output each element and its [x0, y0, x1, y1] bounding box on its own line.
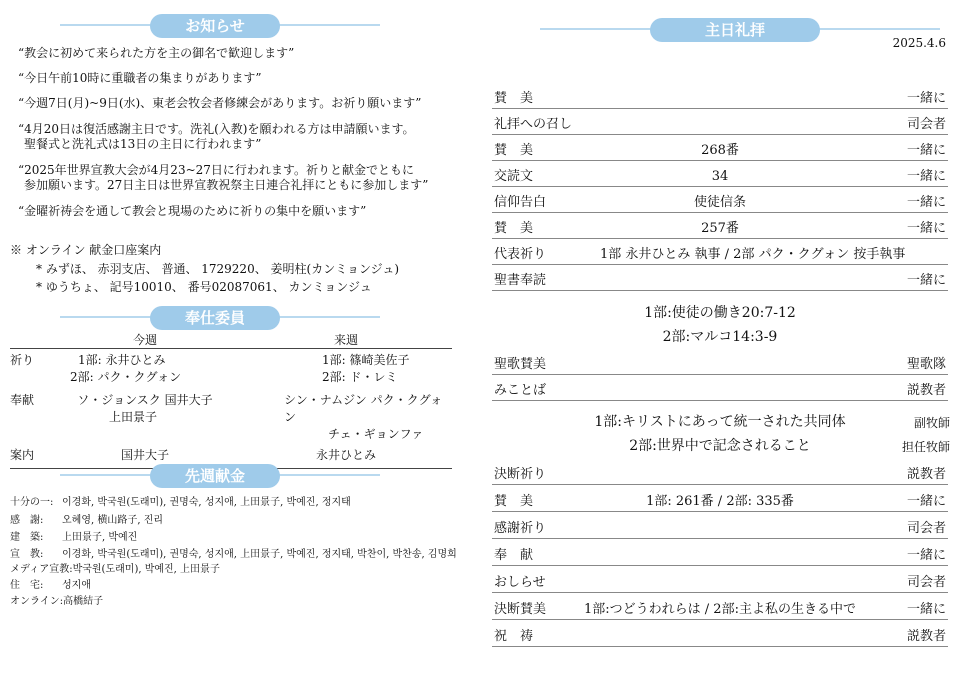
- offering-this-2: 上田景子: [108, 410, 157, 424]
- finance-label: 宣 教:: [10, 549, 44, 560]
- finance-row: [10, 592, 103, 607]
- worship-title: 主日礼拝: [650, 18, 820, 42]
- prayer-this-1: 1部: 永井ひとみ: [78, 353, 166, 367]
- notice-item: “4月20日は復活感謝主日です。洗礼(入教)を願われる方は申請願います。: [18, 122, 415, 136]
- sermon-preacher-1: 副牧師: [913, 416, 950, 430]
- finance-label: オンライン:: [10, 596, 64, 607]
- order-item: 奉 献: [494, 548, 534, 563]
- order-leader: 一緒に: [906, 494, 946, 509]
- online-header: ※ オンライン 献金口座案内: [10, 243, 162, 257]
- notices-title: お知らせ: [150, 14, 280, 38]
- notice-item: “2025年世界宣教大会が4月23~27日に行われます。祈りと献金でともに: [18, 163, 414, 177]
- sermon-preacher-2: 担任牧師: [901, 440, 950, 454]
- order-item: 聖歌賛美: [494, 357, 547, 372]
- order-leader: 一緒に: [906, 273, 946, 288]
- finance-names: 오혜영, 横山路子, 진리: [62, 515, 164, 526]
- order-row: [492, 110, 948, 135]
- order-item: 賛 美: [494, 221, 534, 236]
- order-item: 決断祈り: [494, 467, 547, 482]
- order-item: 信仰告白: [494, 195, 547, 210]
- finance-names: 이경화, 박국원(도래미), 권명숙, 성지애, 上田景子, 박예진, 정지태, 박찬이, 박찬송, 김명희: [62, 549, 457, 560]
- finance-label: 建 築:: [10, 532, 44, 543]
- finance-names: 이경화, 박국원(도래미), 권명숙, 성지애, 上田景子, 박예진, 정지태: [62, 497, 351, 508]
- order-leader: 説教者: [906, 383, 946, 398]
- order-row: [492, 487, 948, 512]
- order-row: [492, 350, 948, 375]
- order-leader: 司会者: [906, 575, 946, 590]
- finance-names: 성지애: [62, 580, 91, 591]
- order-detail: 1部 永井ひとみ 執事 / 2部 パク・クグォン 按手執事: [600, 247, 906, 262]
- order-item: 祝 祷: [494, 629, 534, 644]
- finance-title: 先週献金: [150, 464, 280, 488]
- prayer-this-2: 2部: パク・クグォン: [70, 370, 182, 384]
- offering-this-1: ソ・ジョンスク 国井大子: [77, 393, 213, 407]
- order-row: [492, 595, 948, 620]
- finance-names: 박국원(도래미), 박예진, 上田景子: [72, 564, 221, 575]
- prayer-next-1: 1部: 篠崎美佐子: [322, 353, 410, 367]
- order-row: [492, 622, 948, 647]
- prayer-next-2: 2部: ド・レミ: [322, 370, 398, 384]
- notice-item: “金曜祈祷会を通して教会と現場のために祈りの集中を願います”: [18, 204, 367, 218]
- notice-item: “教会に初めて来られた方を主の御名で歓迎します”: [18, 46, 295, 60]
- order-leader: 一緒に: [906, 143, 946, 158]
- order-detail: 268番: [701, 143, 739, 158]
- order-row: [492, 568, 948, 593]
- finance-row: [10, 528, 137, 543]
- order-row: [492, 84, 948, 109]
- finance-label: 感 謝:: [10, 515, 44, 526]
- order-row: [492, 460, 948, 485]
- order-row: [492, 541, 948, 566]
- order-row: [492, 514, 948, 539]
- order-item: 賛 美: [494, 494, 534, 509]
- prayer-label: 祈り: [10, 353, 35, 367]
- this-week-header: 今週: [132, 333, 157, 347]
- offering-next-1: シン・ナムジン パク・クグォン: [284, 393, 443, 424]
- guide-next: 永井ひとみ: [316, 448, 377, 462]
- scripture-reading-2: 2部:マルコ14:3-9: [662, 329, 778, 345]
- finance-row: [10, 493, 351, 508]
- finance-row: [10, 576, 91, 591]
- finance-row: [10, 545, 457, 560]
- notice-item: “今日午前10時に重職者の集まりがあります”: [18, 71, 262, 85]
- committee-title: 奉仕委員: [150, 306, 280, 330]
- online-yucho: * ゆうちょ、 記号10010、 番号02087061、 カンミョンジュ: [36, 280, 372, 294]
- finance-label: 住 宅:: [10, 580, 44, 591]
- order-item: 交読文: [494, 169, 534, 184]
- order-detail: 34: [711, 169, 729, 184]
- committee-table: [10, 331, 452, 469]
- order-leader: 司会者: [906, 117, 946, 132]
- finance-label: メディア宣教:: [10, 564, 73, 575]
- order-leader: 一緒に: [906, 91, 946, 106]
- next-week-header: 来週: [333, 333, 358, 347]
- order-leader: 一緒に: [906, 221, 946, 236]
- order-item: みことば: [494, 383, 547, 398]
- offering-label: 奉献: [10, 393, 35, 407]
- order-item: 礼拝への召し: [494, 117, 573, 132]
- order-item: 賛 美: [494, 143, 534, 158]
- order-detail: 使徒信条: [693, 195, 746, 210]
- order-leader: 説教者: [906, 629, 946, 644]
- order-row: [492, 240, 948, 265]
- order-leader: 一緒に: [906, 602, 946, 617]
- worship-date: 2025.4.6: [892, 36, 946, 50]
- order-row: [492, 214, 948, 239]
- online-mizuho: * みずほ、 赤羽支店、 普通、 1729220、 姜明柱(カンミョンジュ): [36, 262, 400, 276]
- order-leader: 聖歌隊: [906, 357, 946, 372]
- order-leader: 一緒に: [906, 195, 946, 210]
- order-leader: 説教者: [906, 467, 946, 482]
- finance-label: 十分の一:: [10, 497, 54, 508]
- offering-next-2: チェ・ギョンファ: [328, 427, 424, 441]
- finance-names: 上田景子, 박예진: [62, 532, 138, 543]
- order-row: [492, 376, 948, 401]
- order-item: 決断賛美: [494, 602, 547, 617]
- scripture-reading-1: 1部:使徒の働き20:7-12: [644, 305, 796, 321]
- order-detail: 1部:つどうわれらは / 2部:主よ私の生きる中で: [584, 602, 856, 617]
- order-item: 感謝祈り: [494, 521, 547, 536]
- order-detail: 1部: 261番 / 2部: 335番: [646, 494, 794, 509]
- notice-item: “今週7日(月)~9日(水)、東老会牧会者修練会があります。お祈り願います”: [18, 96, 422, 110]
- order-row: [492, 266, 948, 291]
- order-item: おしらせ: [494, 575, 546, 590]
- order-item: 代表祈り: [494, 247, 547, 262]
- order-row: [492, 188, 948, 213]
- sermon-title-2: 2部:世界中で記念されること: [629, 438, 811, 454]
- finance-row: [10, 560, 220, 575]
- notice-item: 聖餐式と洗礼式は13日の主日に行われます”: [24, 137, 262, 151]
- order-item: 聖書奉読: [494, 273, 547, 288]
- order-detail: 257番: [701, 221, 739, 236]
- order-row: [492, 136, 948, 161]
- guide-this: 国井大子: [120, 448, 169, 462]
- finance-names: 高橋結子: [63, 596, 104, 607]
- guide-label: 案内: [10, 448, 35, 462]
- order-leader: 一緒に: [906, 169, 946, 184]
- finance-row: [10, 511, 163, 526]
- order-item: 賛 美: [494, 91, 534, 106]
- sermon-title-1: 1部:キリストにあって統一された共同体: [594, 414, 846, 430]
- order-row: [492, 162, 948, 187]
- order-leader: 一緒に: [906, 548, 946, 563]
- notice-item: 参加願います。27日主日は世界宣教祝祭主日連合礼拝にともに参加します”: [24, 178, 429, 192]
- order-leader: 司会者: [906, 521, 946, 536]
